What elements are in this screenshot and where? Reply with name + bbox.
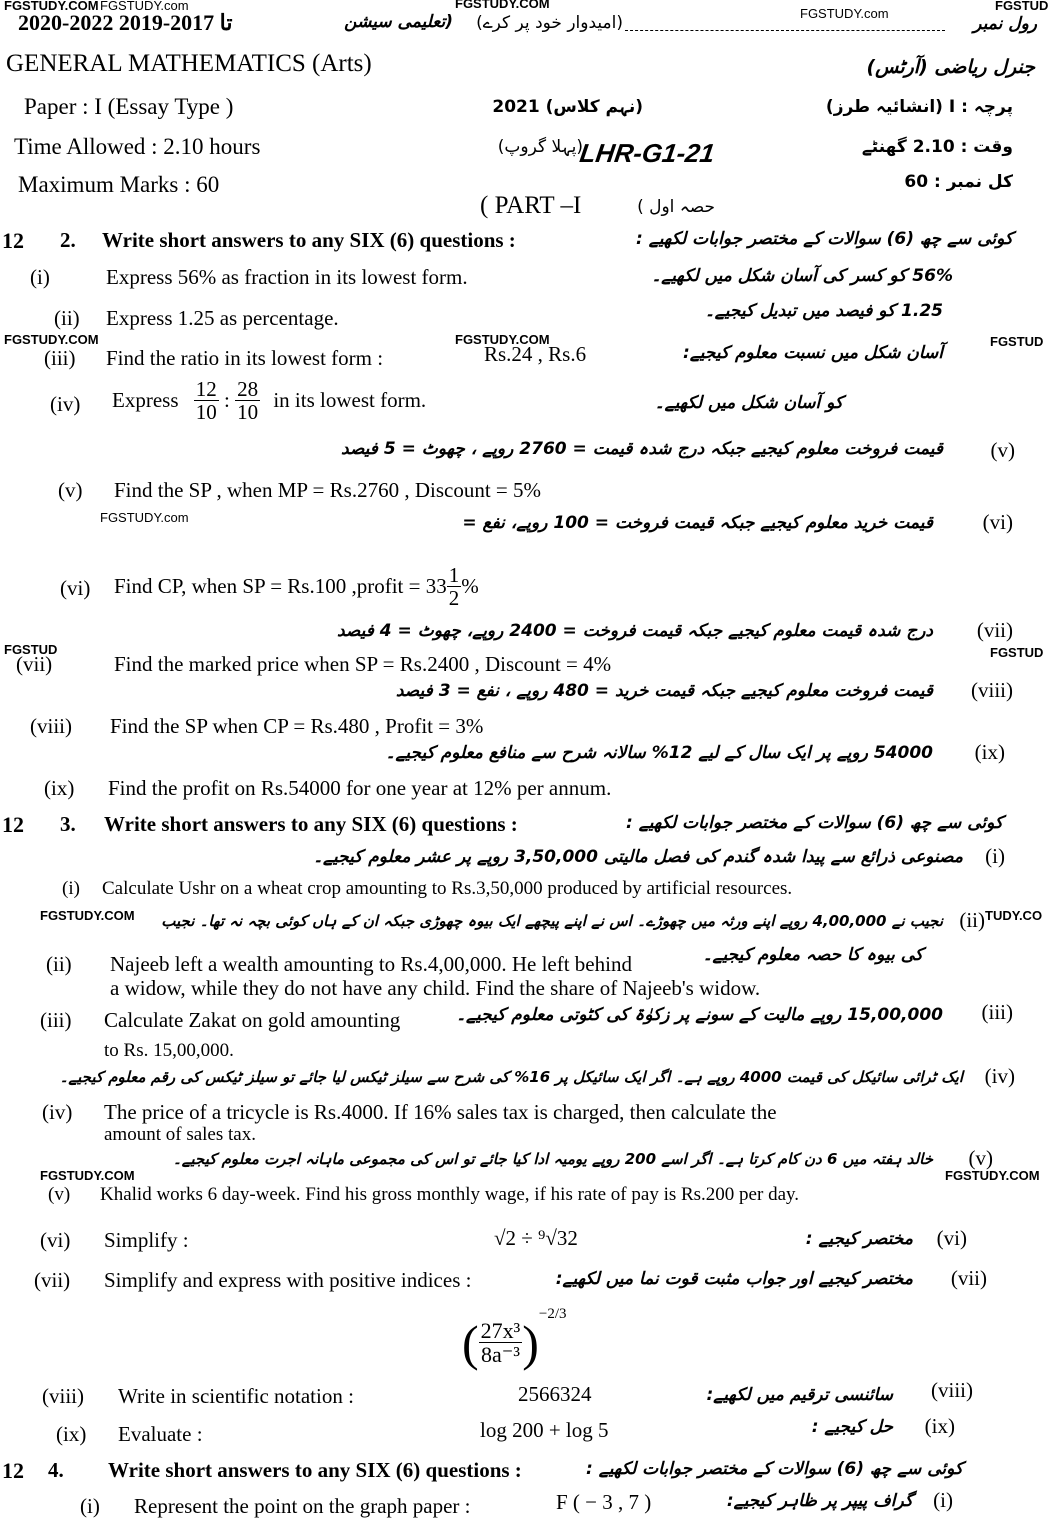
item-text: Find the ratio in its lowest form : — [106, 346, 384, 370]
item-text-urdu: نجیب نے 4,00,000 روپے اپنے ورثہ میں چھوڑے۔ اس نے اپنے پیچھے ایک بیوہ چھوڑی جبکہ ان کے ہاں کوئی بچہ نہ تھا۔ نجیب — [161, 912, 943, 930]
question-marks: 12 — [2, 228, 24, 253]
item-number: (vi) — [60, 576, 91, 600]
item-number: (vii) — [976, 618, 1013, 642]
item-text-urdu: خالد ہفتہ میں 6 دن کام کرتا ہے۔ اگر اسے 200 روپے یومیہ ادا کیا جائے تو اس کی مجموعی ماہانہ اجرت معلوم کیجیے۔ — [172, 1150, 933, 1168]
item-text-prefix: Express — [112, 388, 179, 413]
item-text: Write in scientific notation : — [118, 1384, 354, 1408]
item-number: (iii) — [981, 1000, 1013, 1024]
fraction: $\frac{1}{2}$ — [448, 563, 460, 611]
watermark: FGSTUDY.COM — [945, 1168, 1040, 1183]
candidate-note: (امیدوار خود پر کرے) — [476, 13, 623, 33]
question-marks: 12 — [2, 1458, 24, 1483]
item-text: to Rs. 15,00,000. — [104, 1040, 234, 1061]
item-text: Express 1.25 as percentage. — [106, 306, 339, 330]
item-text-urdu: کی بیوہ کا حصہ معلوم کیجیے۔ — [702, 945, 923, 965]
item-text-urdu: درج شدہ قیمت معلوم کیجیے جبکہ قیمت فروخت = 2400 روپے، چھوٹ = 4 فیصد — [336, 621, 933, 641]
item-text-urdu: مختصر کیجیے : — [805, 1229, 913, 1249]
watermark: FGSTUD — [990, 334, 1044, 349]
fraction: $\frac{28}{10}$ — [237, 377, 259, 425]
group-label: (پہلا گروپ) — [497, 137, 583, 157]
question-instruction: Write short answers to any SIX (6) questions : — [102, 228, 516, 252]
item-text: Find the marked price when SP = Rs.2400 , Discount = 4% — [114, 652, 612, 676]
part-heading-urdu: حصہ اول ) — [637, 197, 715, 217]
item-number: (v) — [48, 1184, 71, 1205]
item-number: (vii) — [950, 1266, 987, 1290]
watermark: FGSTUDY.com — [800, 6, 889, 21]
watermark: FGSTUD — [4, 642, 58, 657]
subject-title-urdu: جنرل ریاضی (آرٹس) — [866, 56, 1035, 78]
item-number: (vi) — [936, 1226, 967, 1250]
item-text-urdu: 1.25 کو فیصد میں تبدیل کیجیے۔ — [704, 301, 943, 321]
question-instruction: Write short answers to any SIX (6) questions : — [108, 1458, 522, 1482]
item-number: (viii) — [42, 1384, 84, 1408]
item-text: Find CP, when SP = Rs.100 ,profit = 33 $\frac{1}{2}$ % — [114, 563, 479, 611]
maximum-marks-urdu: کل نمبر : 60 — [904, 172, 1013, 192]
item-expression: Rs.24 , Rs.6 — [484, 342, 587, 366]
item-number: (vii) — [16, 652, 53, 676]
item-number: (viii) — [971, 678, 1013, 702]
question-number: 2. — [60, 228, 76, 252]
paper-label-urdu: پرچہ : I (انشائیہ طرز) — [825, 97, 1013, 117]
paper-label: Paper : I (Essay Type ) — [24, 94, 234, 119]
item-text: Find the SP when CP = Rs.480 , Profit = 3% — [110, 714, 484, 738]
item-text: a widow, while they do not have any child. Find the share of Najeeb's widow. — [110, 976, 761, 1000]
watermark: FGSTUD — [990, 645, 1044, 660]
watermark: FGSTUD — [995, 0, 1048, 13]
fraction: $\frac{\text{27x³}}{\text{8a⁻³}}$ — [480, 1318, 521, 1368]
item-text: Calculate Zakat on gold amounting — [104, 1008, 401, 1032]
item-text-urdu: کو آسان شکل میں لکھیے۔ — [654, 393, 843, 413]
paper-code-stamp: LHR-G1-21 — [577, 138, 717, 168]
item-text: Find the SP , when MP = Rs.2760 , Discount = 5% — [114, 478, 541, 502]
item-number: (v) — [968, 1146, 993, 1170]
time-allowed: Time Allowed : 2.10 hours — [14, 134, 261, 159]
item-text: Evaluate : — [118, 1422, 203, 1446]
item-text: Express $\frac{12}{10}$ : $\frac{28}{10}$ in its lowest form. — [112, 377, 427, 425]
item-text-urdu: سائنسی ترقیم میں لکھیے: — [706, 1385, 893, 1405]
watermark: FGSTUDY.COM — [40, 1168, 135, 1183]
item-number: (viii) — [931, 1378, 973, 1402]
item-number: (v) — [58, 478, 83, 502]
watermark: FGSTUDY.COM — [4, 332, 99, 347]
item-text: Find the profit on Rs.54000 for one year at 12% per annum. — [108, 776, 612, 800]
question-instruction-urdu: کوئی سے چھ (6) سوالات کے مختصر جوابات لکھیے : — [636, 229, 1013, 249]
item-number: (iv) — [50, 392, 81, 416]
watermark: FGSTUDY.COM — [455, 332, 550, 347]
watermark: FGSTUDY.com — [100, 510, 189, 525]
item-text-urdu: مصنوعی ذرائع سے پیدا شدہ گندم کی فصل مالیتی 3,50,000 روپے پر عشر معلوم کیجیے۔ — [313, 847, 963, 867]
item-number: (vi) — [40, 1228, 71, 1252]
item-text: Najeeb left a wealth amounting to Rs.4,00,000. He left behind — [110, 952, 632, 976]
item-number: (i) — [933, 1488, 953, 1512]
item-text-urdu: 15,00,000 روپے مالیت کے سونے پر زکوٰۃ کی کٹوتی معلوم کیجیے۔ — [456, 1005, 943, 1025]
item-expression: log 200 + log 5 — [480, 1418, 609, 1442]
item-text-urdu: قیمت خرید معلوم کیجیے جبکہ قیمت فروخت = 100 روپے، نفع = — [462, 513, 933, 533]
item-text: Khalid works 6 day-week. Find his gross monthly wage, if his rate of pay is Rs.200 per day. — [100, 1184, 800, 1205]
item-number: (vi) — [982, 510, 1013, 534]
roll-number-label: رول نمبر — [973, 14, 1037, 34]
item-text: amount of sales tax. — [104, 1124, 256, 1145]
item-number: (ix) — [56, 1422, 87, 1446]
watermark: FGSTUDY.com — [100, 0, 189, 13]
item-number: (v) — [990, 438, 1015, 462]
item-text-urdu: آسان شکل میں نسبت معلوم کیجیے: — [683, 343, 943, 363]
item-text-urdu: حل کیجیے : — [811, 1417, 893, 1437]
class-year: (نہم کلاس) 2021 — [492, 97, 643, 117]
item-number: (ii) — [959, 908, 985, 932]
item-expression: F ( − 3 , 7 ) — [556, 1490, 652, 1514]
question-number: 3. — [60, 812, 76, 836]
item-number: (i) — [62, 878, 80, 899]
item-number: (ix) — [924, 1414, 955, 1438]
item-text-urdu: گراف پیپر پر ظاہر کیجیے: — [726, 1491, 913, 1511]
item-text-urdu: ایک ٹرائی سائیکل کی قیمت 4000 روپے ہے۔ اگر ایک سائیکل پر 16% کی شرح سے سیلز ٹیکس لیا جائے تو سیلز ٹیکس کی رقم معلوم کیجیے۔ — [59, 1068, 963, 1086]
item-number: (iv) — [42, 1100, 73, 1124]
item-number: (i) — [80, 1494, 100, 1518]
part-heading: ( PART –I — [480, 192, 582, 219]
item-expression: √2 ÷ ⁹√32 — [494, 1226, 578, 1250]
item-number: (ii) — [46, 952, 72, 976]
item-text: Represent the point on the graph paper : — [134, 1494, 471, 1518]
question-number: 4. — [48, 1458, 64, 1482]
fraction: $\frac{12}{10}$ — [195, 377, 217, 425]
watermark: FGSTUDY.COM — [40, 908, 135, 923]
item-number: (ix) — [974, 740, 1005, 764]
watermark: FGSTUDY.COM — [455, 0, 550, 11]
question-instruction-urdu: کوئی سے چھ (6) سوالات کے مختصر جوابات لکھیے : — [626, 813, 1003, 833]
item-text-urdu: 56% کو کسر کی آسان شکل میں لکھیے۔ — [651, 266, 953, 286]
watermark: FGSTUDY.COM — [4, 0, 99, 13]
session-label: (تعلیمی سیشن — [344, 12, 453, 32]
item-expression: ( $\frac{\text{27x³}}{\text{8a⁻³}}$ )$^{-2/3}$ — [462, 1306, 567, 1371]
item-text: Simplify and express with positive indices : — [104, 1268, 472, 1292]
item-text-urdu: قیمت فروخت معلوم کیجیے جبکہ قیمت خرید = 480 روپے ، نفع = 3 فیصد — [395, 681, 933, 701]
item-text-urdu: مختصر کیجیے اور جواب مثبت قوت نما میں لکھیے: — [555, 1269, 913, 1289]
subject-title: GENERAL MATHEMATICS (Arts) — [6, 50, 372, 77]
item-number: (vii) — [34, 1268, 71, 1292]
item-text: Express 56% as fraction in its lowest form. — [106, 265, 468, 289]
item-text-urdu: 54000 روپے پر ایک سال کے لیے 12% سالانہ شرح سے منافع معلوم کیجیے۔ — [385, 743, 933, 763]
watermark: TUDY.CO — [985, 908, 1043, 923]
item-number: (ix) — [44, 776, 75, 800]
item-text: Calculate Ushr on a wheat crop amounting to Rs.3,50,000 produced by artificial resources. — [102, 878, 793, 899]
maximum-marks: Maximum Marks : 60 — [18, 172, 220, 197]
item-text: The price of a tricycle is Rs.4000. If 16% sales tax is charged, then calculate the — [104, 1100, 777, 1124]
item-number: (iii) — [40, 1008, 72, 1032]
item-number: (i) — [985, 844, 1005, 868]
time-allowed-urdu: وقت : 2.10 گھنٹے — [861, 137, 1013, 157]
item-text-urdu: قیمت فروخت معلوم کیجیے جبکہ درج شدہ قیمت = 2760 روپے ، چھوٹ = 5 فیصد — [341, 439, 943, 459]
question-marks: 12 — [2, 812, 24, 837]
item-text: Simplify : — [104, 1228, 189, 1252]
question-instruction-urdu: کوئی سے چھ (6) سوالات کے مختصر جوابات لکھیے : — [586, 1459, 963, 1479]
item-number: (ii) — [54, 306, 80, 330]
item-expression: 2566324 — [518, 1382, 592, 1406]
question-instruction: Write short answers to any SIX (6) questions : — [104, 812, 518, 836]
item-number: (i) — [30, 265, 50, 289]
roll-number-line[interactable] — [625, 30, 945, 31]
session-years: 2020-2022 تا 2017-2019 — [18, 10, 233, 35]
item-number: (iv) — [984, 1064, 1015, 1088]
item-number: (viii) — [30, 714, 72, 738]
item-number: (iii) — [44, 346, 76, 370]
